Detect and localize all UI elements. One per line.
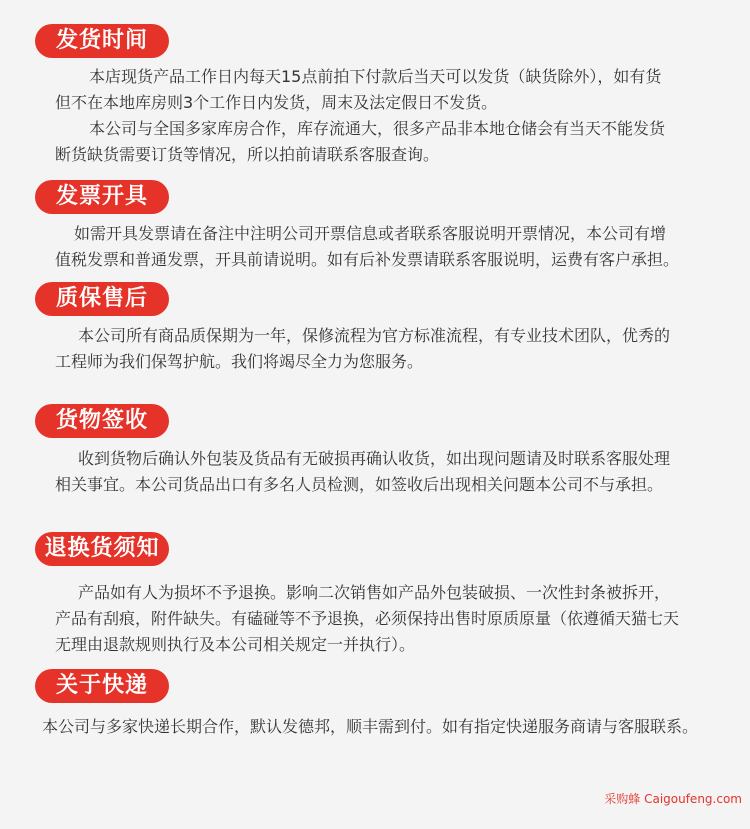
paragraph-line: 如需开具发票请在备注中注明公司开票信息或者联系客服说明开票情况，本公司有增	[74, 224, 667, 243]
section-heading: 关于快递	[35, 669, 169, 703]
paragraph-line: 本公司所有商品质保期为一年，保修流程为官方标准流程，有专业技术团队，优秀的	[78, 326, 671, 345]
watermark-text: 采购蜂 Caigoufeng.com	[604, 792, 742, 806]
paragraph-line: 无理由退款规则执行及本公司相关规定一并执行）。	[55, 635, 416, 654]
section-heading: 发票开具	[35, 180, 169, 214]
paragraph-line: 本公司与全国多家库房合作，库存流通大，很多产品非本地仓储会有当天不能发货	[89, 119, 666, 138]
section-heading: 退换货须知	[35, 532, 169, 566]
paragraph-line: 本店现货产品工作日内每天15点前拍下付款后当天可以发货（缺货除外），如有货	[89, 67, 662, 86]
paragraph-line: 产品有刮痕，附件缺失。有磕碰等不予退换，必须保持出售时原质原量（依遵循天猫七天	[55, 609, 680, 628]
paragraph-line: 相关事宜。本公司货品出口有多名人员检测，如签收后出现相关问题本公司不与承担。	[55, 475, 664, 494]
paragraph-line: 产品如有人为损坏不予退换。影响二次销售如产品外包装破损、一次性封条被拆开，	[78, 583, 671, 602]
paragraph-line: 但不在本地库房则3个工作日内发货，周末及法定假日不发货。	[55, 93, 498, 112]
paragraph-line: 收到货物后确认外包装及货品有无破损再确认收货，如出现问题请及时联系客服处理	[78, 449, 671, 468]
paragraph-line: 断货缺货需要订货等情况，所以拍前请联系客服查询。	[55, 145, 440, 164]
paragraph-line: 工程师为我们保驾护航。我们将竭尽全力为您服务。	[55, 352, 424, 371]
paragraph-line: 值税发票和普通发票，开具前请说明。如有后补发票请联系客服说明，运费有客户承担。	[55, 250, 680, 269]
section-heading: 货物签收	[35, 404, 169, 438]
paragraph-line: 本公司与多家快递长期合作，默认发德邦，顺丰需到付。如有指定快递服务商请与客服联系。	[42, 717, 699, 736]
section-heading: 质保售后	[35, 282, 169, 316]
section-heading: 发货时间	[35, 24, 169, 58]
